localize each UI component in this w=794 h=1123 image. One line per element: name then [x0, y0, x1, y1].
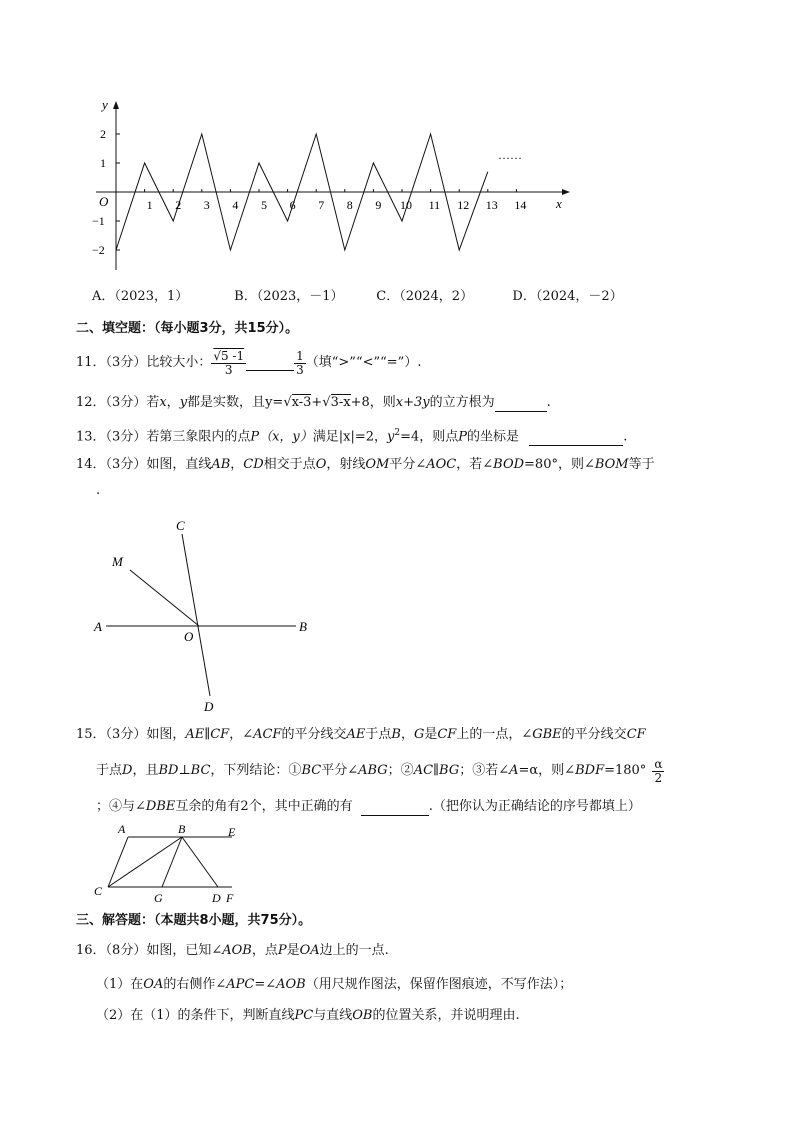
q15-line3: ；④与∠DBE互余的角有2个，其中正确的有 .（把你认为正确结论的序号都填上） — [96, 799, 641, 814]
q15-line1: 15．（3分）如图，AE∥CF，∠ACF的平分线交AE于点B，G是CF上的一点，∠GBE的平分线交CF — [76, 727, 646, 742]
x-tick-label: 8 — [346, 198, 353, 212]
label-e: E — [228, 825, 236, 839]
q13-answer-blank[interactable] — [529, 431, 623, 446]
x-axis-arrow — [562, 189, 570, 195]
label-f: F — [226, 891, 234, 905]
q12: 12．（3分）若x，y都是实数，且y=√x-3+√3-x+8，则x+3y的立方根为 . — [76, 395, 551, 410]
label-b: B — [299, 619, 307, 634]
x-tick-label: 3 — [203, 198, 210, 212]
x-tick-label: 4 — [232, 198, 239, 212]
q11-answer-blank[interactable] — [246, 356, 294, 371]
q15-alpha-fraction: $\frac{\alpha}{2}$ — [654, 756, 663, 785]
y-tick-label: −2 — [92, 243, 105, 257]
x-tick-label: 5 — [261, 198, 267, 212]
label-c: C — [94, 884, 103, 898]
x-tick-label: 2 — [175, 198, 182, 212]
segment-ac — [108, 837, 128, 887]
q16-part1: （1）在OA的右侧作∠APC=∠AOB（用尺规作图法，保留作图痕迹，不写作法）； — [96, 977, 573, 992]
x-tick-label: 11 — [428, 198, 441, 212]
y-tick-label: 1 — [100, 156, 106, 170]
ellipsis: …… — [498, 148, 522, 162]
label-a: A — [118, 822, 126, 836]
y-tick-label: −1 — [92, 214, 105, 228]
section2-heading: 二、填空题：（每小题3分，共15分）。 — [76, 321, 299, 336]
label-g: G — [154, 891, 163, 905]
label-m: M — [112, 554, 123, 569]
q16-part2: （2）在（1）的条件下，判断直线PC与直线OB的位置关系，并说明理由. — [96, 1008, 520, 1023]
label-a: A — [94, 619, 102, 634]
x-tick-label: 6 — [289, 198, 296, 212]
q15-answer-blank[interactable] — [361, 801, 429, 816]
segment-bg — [162, 837, 182, 887]
option-b[interactable]: B．（2023，－1） — [234, 289, 344, 304]
option-a[interactable]: A．（2023，1） — [92, 289, 189, 304]
label-d: D — [212, 891, 221, 905]
x-tick-label: 12 — [457, 198, 470, 212]
sqrt-1: √x-3 — [283, 395, 312, 410]
figure-15 — [88, 820, 248, 905]
segment-bd — [182, 837, 218, 887]
x-tick-label: 1 — [146, 198, 153, 212]
label-b: B — [178, 822, 186, 836]
q13: 13．（3分）若第三象限内的点P（x，y）满足|x|=2，$y^2=4$，则点P的坐标是 . — [76, 428, 628, 445]
x-tick-label: 9 — [375, 198, 382, 212]
q12-answer-blank[interactable] — [495, 397, 547, 412]
q10-options — [92, 288, 623, 306]
figure-14 — [88, 510, 328, 715]
x-tick-label: 13 — [485, 198, 498, 212]
q15-line2: 于点 D ，且 BD⊥BC ，下列结论：① BC 平分∠ ABG ；② AC∥BG ；③若∠ A =α，则∠ BDF =180° $\frac{\alpha}{2}$ — [96, 756, 663, 785]
segment-bc — [108, 837, 182, 887]
label-c: C — [176, 518, 185, 533]
label-d: D — [204, 699, 214, 714]
q11-fraction-1: $\frac{√5 -1}{3}$ — [213, 348, 245, 377]
q14-trailing-dot: . — [96, 483, 101, 498]
option-c[interactable]: C．（2024，2） — [376, 289, 474, 304]
section3-heading: 三、解答题：（本题共8小题，共75分）。 — [76, 913, 312, 928]
x-tick-label: 10 — [400, 198, 412, 212]
q11: 11．（3分）比较大小： $\frac{√5 -1}{3}$ $\frac{1}{3}$ （填“>”“<”“=”）. — [76, 348, 422, 377]
x-tick-label: 7 — [318, 198, 325, 212]
label-o: O — [184, 629, 194, 644]
y-axis-label: y — [102, 97, 108, 112]
zigzag-graph — [80, 95, 580, 280]
q16-stem: 16．（8分）如图，已知∠AOB，点P是OA边上的一点. — [76, 943, 389, 958]
graph-axes — [96, 101, 570, 270]
x-tick-label: 14 — [514, 198, 527, 212]
y-axis-arrow — [113, 101, 119, 109]
sqrt-2: √3-x — [322, 395, 351, 410]
x-axis-label: x — [556, 196, 562, 211]
origin-label: O — [99, 194, 109, 209]
q14: 14．（3分）如图，直线AB，CD相交于点O，射线OM平分∠AOC，若∠BOD=80°，则∠BOM等于 — [76, 457, 655, 472]
y-tick-label: 2 — [100, 127, 106, 141]
ray-om — [130, 570, 199, 626]
option-d[interactable]: D．（2024，－2） — [512, 289, 623, 304]
q11-fraction-2: $\frac{1}{3}$ — [296, 348, 304, 377]
